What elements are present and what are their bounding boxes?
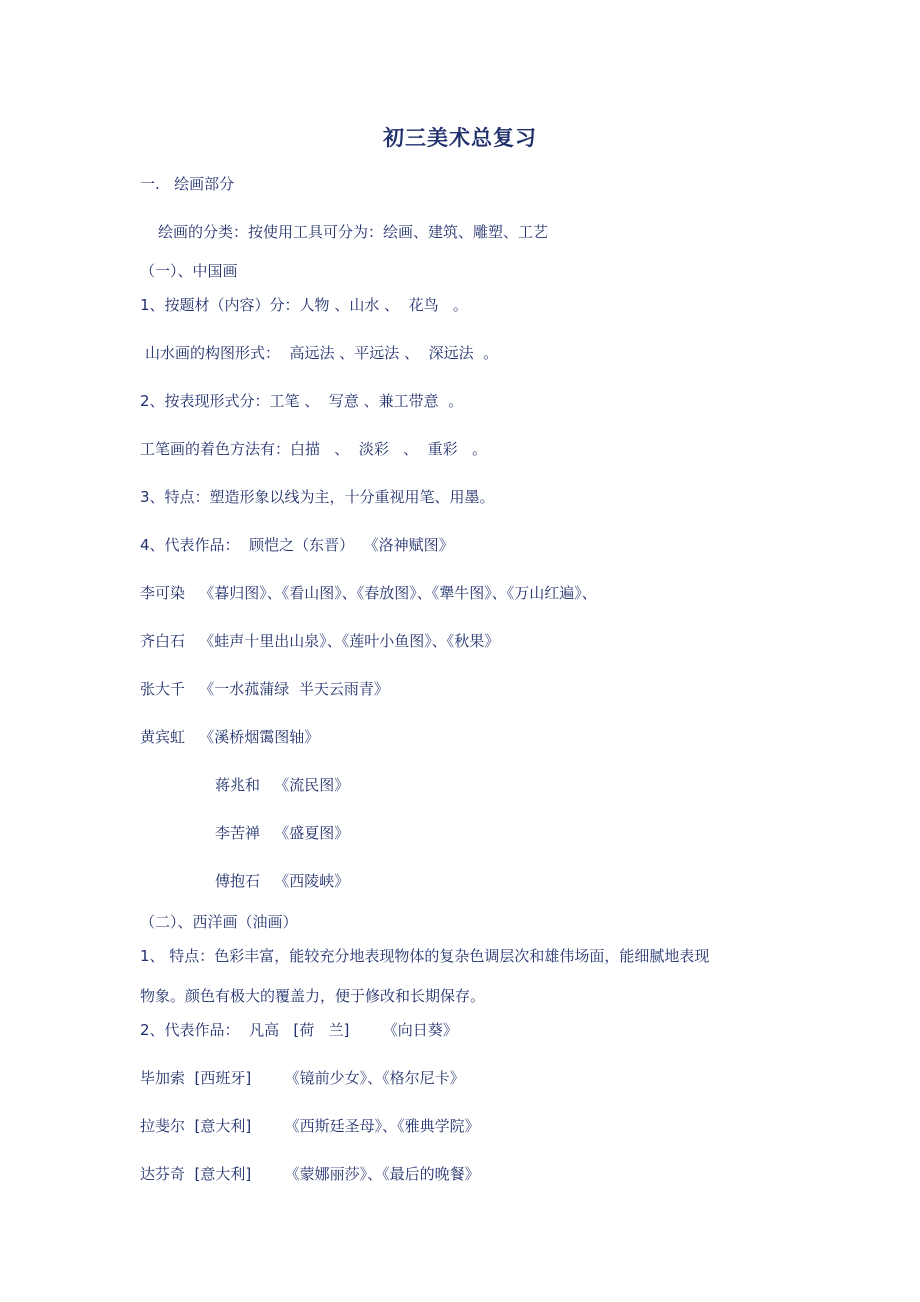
artist-works-line: 拉斐尔 [意大利] 《西斯廷圣母》、《雅典学院》: [140, 1117, 480, 1135]
subject-matter-line: 1、按题材（内容）分：人物 、山水 、 花鸟 。: [140, 296, 468, 314]
subsection-chinese-painting: （一）、中国画: [140, 262, 238, 280]
features-line: 3、特点：塑造形象以线为主，十分重视用笔、用墨。: [140, 488, 495, 506]
section-heading-painting: 一. 绘画部分: [140, 175, 235, 193]
artist-works-line: 齐白石 《蛙声十里出山泉》、《莲叶小鱼图》、《秋果》: [140, 632, 500, 650]
classification-line: 绘画的分类：按使用工具可分为：绘画、建筑、雕塑、工艺: [158, 223, 549, 241]
artist-works-line: 蒋兆和 《流民图》: [215, 776, 350, 794]
artist-works-line: 李苦禅 《盛夏图》: [215, 824, 350, 842]
oil-painting-features-line: 1、 特点：色彩丰富，能较充分地表现物体的复杂色调层次和雄伟场面，能细腻地表现: [140, 947, 710, 965]
oil-painting-features-continued: 物象。颜色有极大的覆盖力，便于修改和长期保存。: [140, 987, 486, 1005]
western-representative-works-line: 2、代表作品： 凡高 [荷 兰] 《向日葵》: [140, 1021, 458, 1039]
artist-works-line: 张大千 《一水菰蒲绿 半天云雨青》: [140, 680, 389, 698]
artist-works-line: 达芬奇 [意大利] 《蒙娜丽莎》、《最后的晚餐》: [140, 1165, 480, 1183]
artist-works-line: 李可染 《暮归图》、《看山图》、《春放图》、《犟牛图》、《万山红遍》、: [140, 584, 597, 602]
artist-works-line: 黄宾虹 《溪桥烟霭图轴》: [140, 728, 320, 746]
subsection-western-painting: （二）、西洋画（油画）: [140, 913, 298, 931]
document-title: 初三美术总复习: [383, 126, 537, 150]
expression-form-line: 2、按表现形式分：工笔 、 写意 、兼工带意 。: [140, 392, 464, 410]
landscape-composition-line: 山水画的构图形式： 高远法 、平远法 、 深远法 。: [145, 344, 499, 362]
artist-works-line: 毕加索 [西班牙] 《镜前少女》、《格尔尼卡》: [140, 1069, 465, 1087]
coloring-method-line: 工笔画的着色方法有：白描 、 淡彩 、 重彩 。: [140, 440, 487, 458]
artist-works-line: 傅抱石 《西陵峡》: [215, 872, 350, 890]
representative-works-line: 4、代表作品： 顾恺之（东晋） 《洛神赋图》: [140, 536, 454, 554]
